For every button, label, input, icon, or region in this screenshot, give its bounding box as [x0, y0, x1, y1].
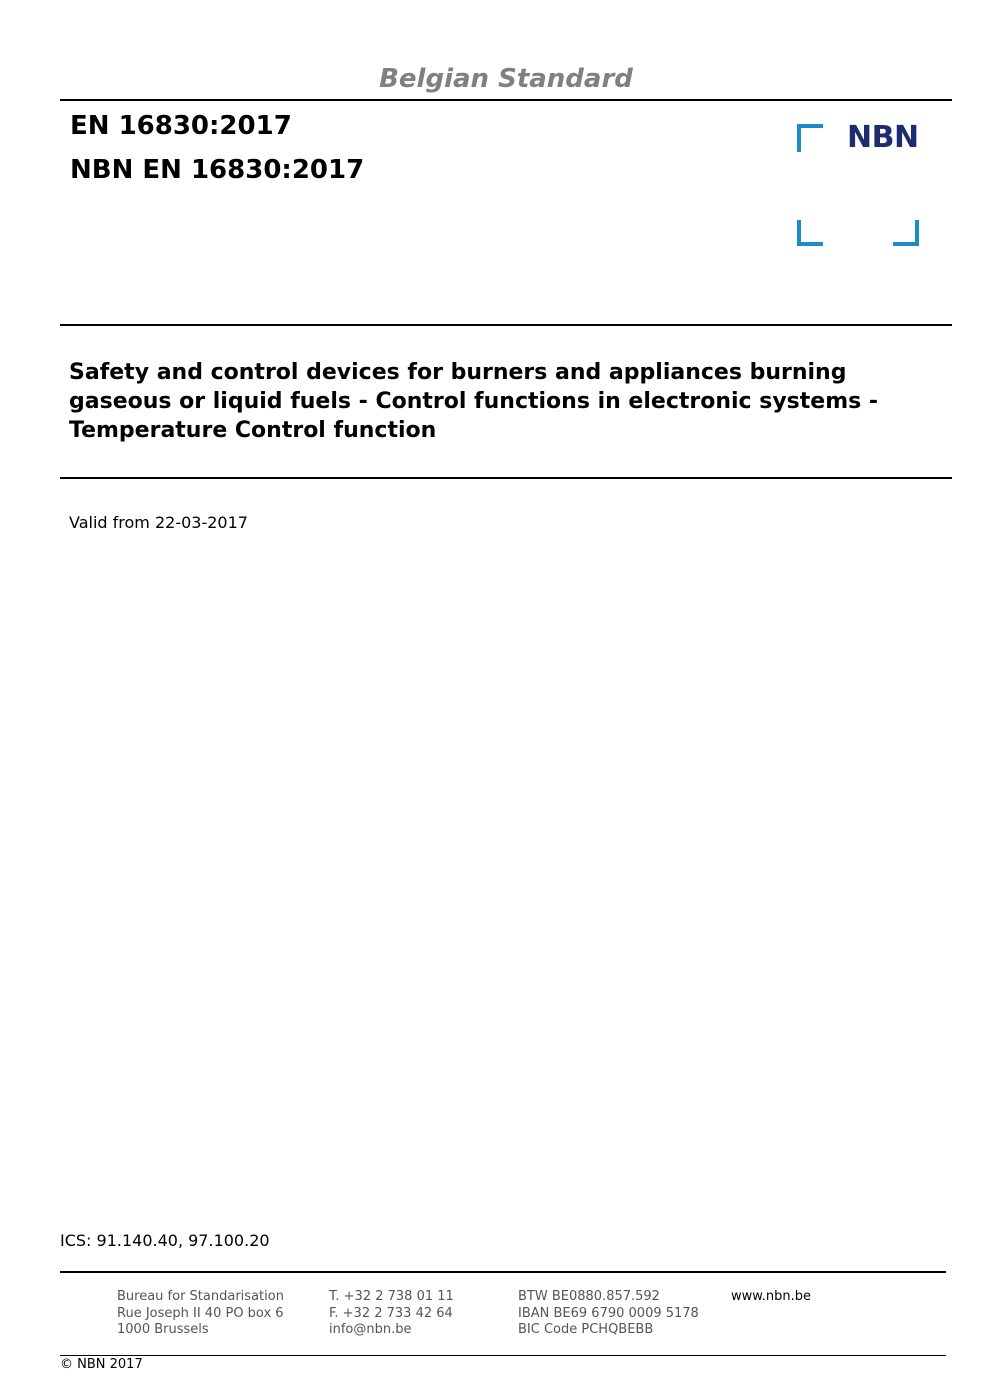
document-title: Safety and control devices for burners and appliances burning gaseous or liquid fuels - Control functions in electronic systems - Temperature Control function	[69, 360, 879, 443]
ics-classification: ICS: 91.140.40, 97.100.20	[60, 1231, 270, 1250]
footer-bank	[518, 1289, 699, 1339]
valid-from: Valid from 22-03-2017	[69, 513, 248, 532]
address-line: 1000 Brussels	[117, 1322, 209, 1337]
copyright: © NBN 2017	[60, 1357, 143, 1372]
footer-website	[731, 1289, 811, 1306]
bic-code: BIC Code PCHQBEBB	[518, 1322, 654, 1337]
standard-code-en: EN 16830:2017	[70, 111, 292, 141]
footer-contact	[329, 1289, 454, 1339]
footer-address	[117, 1289, 284, 1339]
footer-bottom-divider	[60, 1355, 946, 1356]
iban-number: IBAN BE69 6790 0009 5178	[518, 1305, 699, 1321]
footer-top-divider	[60, 1271, 946, 1273]
logo-text: NBN	[847, 120, 919, 155]
fax-number: F. +32 2 733 42 64	[329, 1305, 453, 1321]
website-link[interactable]: www.nbn.be	[731, 1289, 811, 1304]
email-link[interactable]: info@nbn.be	[329, 1322, 412, 1337]
title-bottom-divider	[60, 477, 952, 479]
address-line: Rue Joseph II 40 PO box 6	[117, 1305, 284, 1321]
address-line: Bureau for Standarisation	[117, 1289, 284, 1304]
title-top-divider	[60, 324, 952, 326]
standard-code-nbn: NBN EN 16830:2017	[70, 155, 365, 185]
header-divider	[60, 99, 952, 101]
btw-number: BTW BE0880.857.592	[518, 1289, 660, 1304]
header-title: Belgian Standard	[379, 64, 633, 94]
phone-number: T. +32 2 738 01 11	[329, 1289, 454, 1304]
